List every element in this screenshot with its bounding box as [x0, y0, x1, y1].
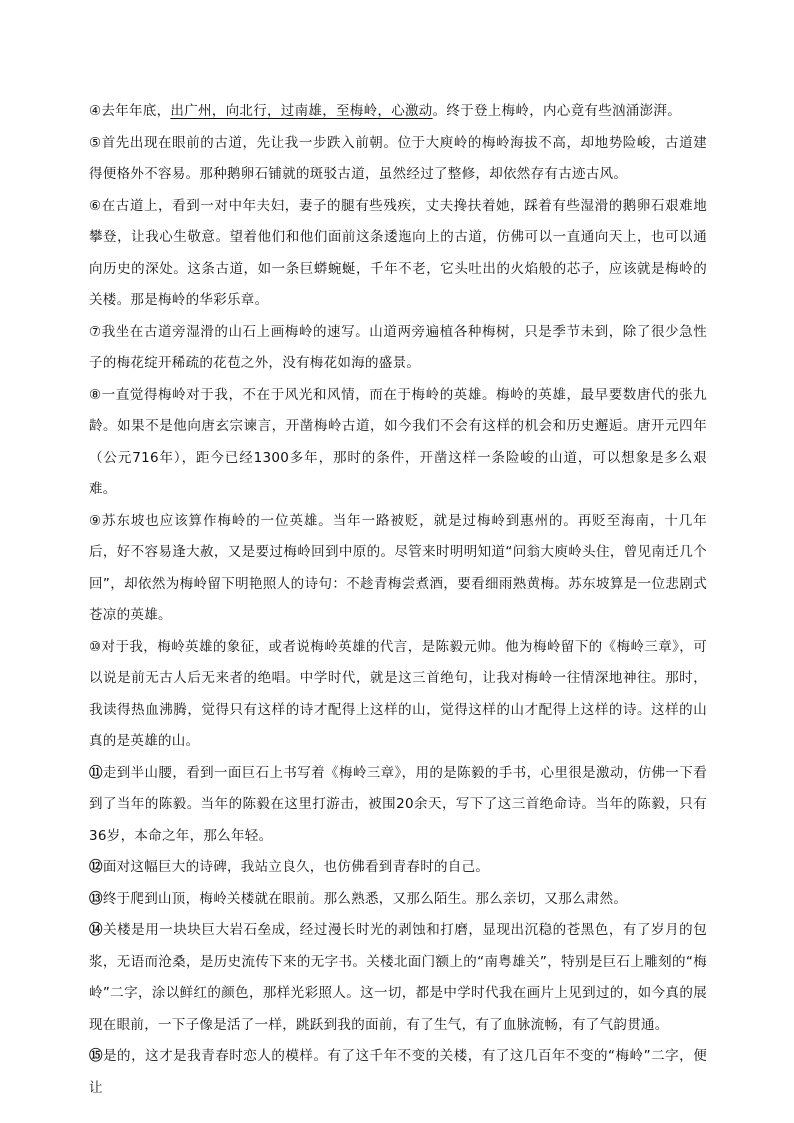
paragraph-number: ⑪: [89, 764, 103, 781]
paragraph-6: [89, 191, 707, 317]
paragraph-text: 是的，这才是我青春时恋人的模样。有了这千年不变的关楼，有了这几百年不变的“梅岭”二字，便让: [89, 1048, 707, 1096]
paragraph-14: [89, 915, 707, 1041]
paragraph-5: [89, 128, 707, 191]
paragraph-number: ⑬: [89, 890, 103, 907]
paragraph-number: ⑭: [89, 922, 104, 938]
paragraph-number: ⑩: [89, 638, 102, 655]
paragraph-text: 对于我，梅岭英雄的象征，或者说梅岭英雄的代言，是陈毅元帅。他为梅岭留下的《梅岭三章》，可以说是前无古人后无来者的绝唱。中学时代，就是这三首绝句，让我对梅岭一往情深地神往。那时，我读得热血沸腾，觉得只有这样的诗才配得上这样的山，觉得这样的山才配得上这样的诗。这样的山真的是英雄的山。: [89, 638, 708, 749]
paragraph-number: ⑫: [89, 859, 103, 875]
paragraph-text: 在古道上，看到一对中年夫妇，妻子的腿有些残疾，丈夫搀扶着她，踩着有些湿滑的鹅卵石艰难地攀登，让我心生敬意。望着他们和他们面前这条逶迤向上的古道，仿佛可以一直通向天上，也可以通向历史的深处。这条古道，如一条巨蟒蜿蜒，千年不老，它头吐出的火焰般的芯子，应该就是梅岭的关楼。那是梅岭的华彩乐章。: [89, 197, 707, 308]
paragraph-10: [89, 632, 707, 758]
paragraph-number: ⑧: [89, 386, 102, 403]
paragraph-11: [89, 758, 707, 853]
paragraph-number: ⑨: [89, 512, 103, 529]
paragraph-number: ④: [89, 103, 102, 119]
paragraph-13: [89, 884, 707, 916]
paragraph-number: ⑮: [89, 1048, 104, 1064]
paragraph-8: [89, 380, 707, 506]
paragraph-text: 去年年底，: [101, 103, 171, 119]
paragraph-text: 苏东坡也应该算作梅岭的一位英雄。当年一路被贬，就是过梅岭到惠州的。再贬至海南，十几年后，好不容易逢大赦，又是要过梅岭回到中原的。尽管来时明明知道“问翁大庾岭头住，曾见南迁几个回”，却依然为梅岭留下明艳照人的诗句：不趁青梅尝煮酒，要看细雨熟黄梅。苏东坡算是一位悲剧式苍凉的英雄。: [89, 512, 707, 623]
paragraph-text: 走到半山腰，看到一面巨石上书写着《梅岭三章》，用的是陈毅的手书，心里很是激动，仿佛一下看到了当年的陈毅。当年的陈毅在这里打游击，被围20余天，写下了这三首绝命诗。当年的陈毅，只有36岁，本命之年，那么年轻。: [89, 764, 707, 844]
paragraph-4: [89, 96, 707, 128]
paragraph-text: 面对这幅巨大的诗碑，我站立良久，也仿佛看到青春时的自己。: [102, 859, 490, 875]
paragraph-number: ⑤: [89, 134, 102, 151]
paragraph-text: 关楼是用一块块巨大岩石垒成，经过漫长时光的剥蚀和打磨，显现出沉稳的苍黑色，有了岁月的包浆，无语而沧桑，是历史流传下来的无字书。关楼北面门额上的“南粤雄关”，特别是巨石上雕刻的“梅岭”二字，涂以鲜红的颜色，那样光彩照人。这一切，都是中学时代我在画片上见到过的，如今真的展现在眼前，一下子像是活了一样，跳跃到我的面前，有了生气，有了血脉流畅，有了气韵贯通。: [89, 922, 707, 1033]
paragraph-text: 终于爬到山顶，梅岭关楼就在眼前。那么熟悉，又那么陌生。那么亲切，又那么肃然。: [102, 890, 628, 907]
paragraph-text: 我坐在古道旁湿滑的山石上画梅岭的速写。山道两旁遍植各种梅树，只是季节未到，除了很少急性子的梅花绽开稀疏的花苞之外，没有梅花如海的盛景。: [89, 323, 707, 371]
paragraph-text: 首先出现在眼前的古道，先让我一步跌入前朝。位于大庾岭的梅岭海拔不高，却地势险峻，古道建得便格外不容易。那种鹅卵石铺就的斑驳古道，虽然经过了整修，却依然存有古迹古风。: [89, 134, 707, 182]
paragraph-text: 一直觉得梅岭对于我，不在于风光和风情，而在于梅岭的英雄。梅岭的英雄，最早要数唐代的张九龄。如果不是他向唐玄宗谏言，开凿梅岭古道，如今我们不会有这样的机会和历史邂逅。唐开元四年（公元716年），距今已经1300多年，那时的条件，开凿这样一条险峻的山道，可以想象是多么艰难。: [89, 386, 707, 497]
paragraph-number: ⑦: [89, 323, 102, 340]
paragraph-9: [89, 506, 707, 632]
document-page: [89, 96, 707, 1104]
paragraph-12: [89, 852, 707, 884]
paragraph-number: ⑥: [89, 197, 102, 214]
paragraph-15: [89, 1041, 707, 1104]
paragraph-7: [89, 317, 707, 380]
underlined-phrase: 出广州，向北行，过南雄，至梅岭，心激动: [170, 103, 433, 119]
paragraph-text: 。终于登上梅岭，内心竟有些汹涌澎湃。: [432, 103, 682, 119]
